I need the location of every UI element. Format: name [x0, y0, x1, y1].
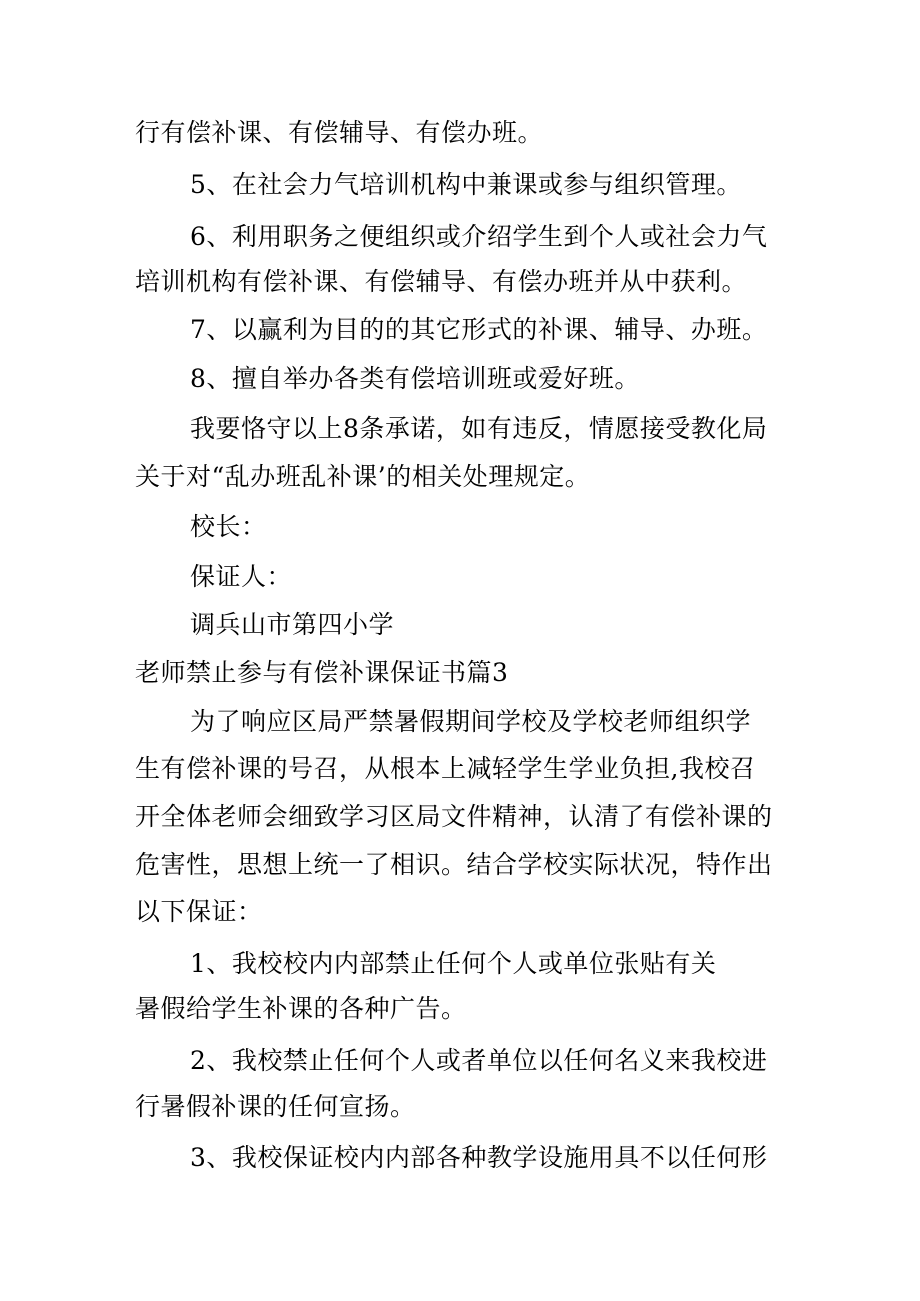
text-line: 3、我校保证校内内部各种教学设施用具不以任何形 [190, 1143, 768, 1172]
text-line: 开全体老师会细致学习区局文件精神，认清了有偿补课的 [135, 802, 773, 831]
signature-label-guarantor: 保证人： [190, 562, 293, 591]
text-line: 1、我校校内内部禁止任何个人或单位张贴有关 [190, 949, 717, 978]
text-line: 暑假给学生补课的各种广告。 [135, 994, 467, 1023]
text-line: 5、在社会力气培训机构中兼课或参与组织管理。 [190, 170, 742, 199]
text-line: 关于对“乱办班乱补课’的相关处理规定。 [135, 462, 591, 491]
text-line: 2、我校禁止任何个人或者单位以任何名义来我校进 [190, 1046, 768, 1075]
text-line: 危害性，思想上统一了相识。结合学校实际状况，特作出 [135, 850, 773, 879]
text-line: 7、以赢利为目的的其它形式的补课、辅导、办班。 [190, 315, 768, 344]
text-line: 生有偿补课的号召，从根本上减轻学生学业负担,我校召 [135, 754, 756, 783]
text-line: 培训机构有偿补课、有偿辅导、有偿办班并从中获利。 [135, 267, 748, 296]
section-heading: 老师禁止参与有偿补课保证书篇3 [135, 658, 509, 687]
text-line: 行有偿补课、有偿辅导、有偿办班。 [135, 118, 544, 147]
signature-label-principal: 校长： [190, 512, 267, 541]
text-line: 以下保证： [135, 897, 263, 926]
school-name: 调兵山市第四小学 [190, 610, 395, 639]
text-line: 为了响应区局严禁暑假期间学校及学校老师组织学 [190, 707, 752, 736]
text-line: 6、利用职务之便组织或介绍学生到个人或社会力气 [190, 222, 768, 251]
text-line: 行暑假补课的任何宣扬。 [135, 1092, 416, 1121]
text-line: 8、擅自举办各类有偿培训班或爱好班。 [190, 364, 640, 393]
text-line: 我要恪守以上8条承诺，如有违反，情愿接受教化局 [190, 414, 768, 443]
